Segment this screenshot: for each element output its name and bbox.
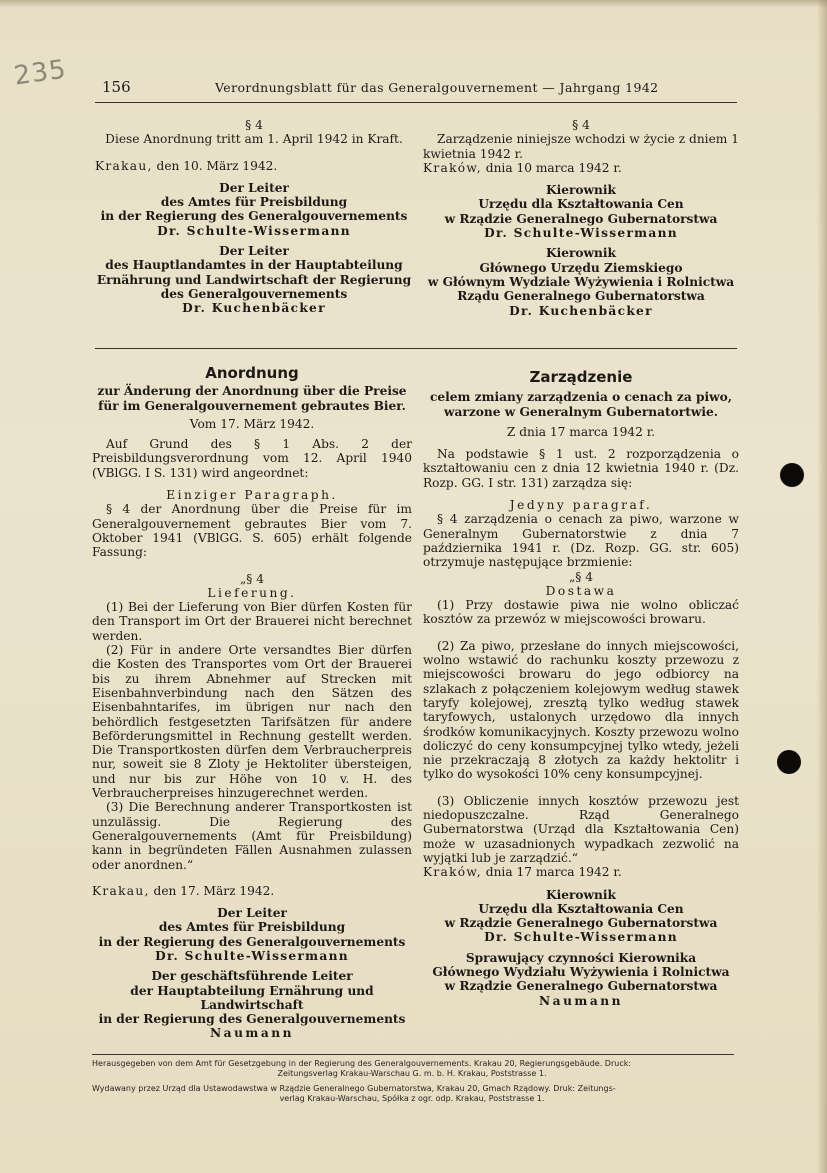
decree-date: Z dnia 17 marca 1942 r. [506, 424, 656, 439]
signature-title: Der Leiter [217, 906, 287, 921]
section-divider-rule [95, 348, 737, 349]
signature-office: des Amtes für Preisbildung [158, 920, 346, 935]
signature-title: Der geschäftsführende Leiter [151, 969, 353, 984]
imprint-polish [92, 1084, 732, 1104]
signature-office: Urzędu dla Kształtowania Cen [478, 197, 684, 212]
signature-office: des Amtes für Preisbildung [160, 195, 348, 210]
signature-office: w Rządzie Generalnego Gubernatorstwa [444, 211, 718, 226]
signature-title: Kierownik [546, 887, 616, 902]
date: den 17. März 1942. [153, 883, 275, 898]
running-head: Verordnungsblatt für das Generalgouvernement — Jahrgang 1942 [215, 80, 659, 95]
signature-name: Dr. Schulte-Wissermann [484, 226, 678, 241]
paragraph-text: § 4 der Anordnung über die Preise für im Generalgouvernement gebrautes Bier vom 7. Oktober 1941 (VBlGG. S. 605) erhält folgende Fassung: [92, 502, 412, 560]
punch-hole-lower [777, 750, 801, 774]
right-column-zarzadzenie [423, 370, 739, 1008]
place: Krakau, [95, 158, 153, 173]
signature-title: Kierownik [546, 246, 616, 261]
clause-2: (2) Für in andere Orte versandtes Bier dürfen die Kosten des Transportes vom Ort der Brauerei bis zu ihrem Abnehmer auf Strecken mit Eisenbahnverbindung nach den Sätzen des Eisenbahntarifes, im übrigen nur nach den behördlich festgesetzten Tarifsätzen für andere Beförderungsmittel in Rechnung gestellt werden. Die Transportkosten dürfen dem Verbraucherpreis nur, soweit sie 8 Zloty je Hektoliter übersteigen, und nur bis zur Höhe von 10 v. H. des Verbraucherpreises hinzugerechnet werden. [92, 643, 412, 801]
signature-office: des Hauptlandamtes in der Hauptabteilung [105, 258, 403, 273]
place-date [423, 865, 739, 879]
punch-hole-upper [780, 463, 804, 487]
signature-office: in der Regierung des Generalgouvernements [100, 209, 408, 224]
top-right-block [423, 118, 739, 318]
signature-name: Dr. Kuchenbäcker [509, 303, 653, 318]
place: Krakau, [92, 883, 150, 898]
clause-1: (1) Przy dostawie piwa nie wolno obliczać kosztów za przewóz w miejscowości browaru. [423, 598, 739, 627]
imprint-german [92, 1059, 732, 1079]
footer-rule [92, 1054, 734, 1055]
signature-office: w Głównym Wydziale Wyżywienia i Rolnictwa [427, 274, 735, 289]
signature-name: Dr. Schulte-Wissermann [157, 223, 351, 238]
section-text: Diese Anordnung tritt am 1. April 1942 in Kraft. [105, 132, 403, 147]
section-text: Zarządzenie niniejsze wchodzi w życie z dniem 1 kwietnia 1942 r. [423, 132, 739, 161]
signature-office: in der Regierung des Generalgouvernements [98, 1012, 406, 1027]
signature-office: Urzędu dla Kształtowania Cen [478, 901, 684, 916]
paragraph-heading: Jedyny paragraf. [509, 498, 653, 513]
imprint-line: Zeitungsverlag Krakau-Warschau G. m. b. H. Krakau, Poststrasse 1. [277, 1069, 547, 1078]
signature-office: des Generalgouvernements [160, 286, 348, 301]
signature-office: Głównego Urzędu Ziemskiego [479, 260, 683, 275]
clause-2: (2) Za piwo, przesłane do innych miejscowości, wolno wstawić do rachunku koszty przewozu z miejscowości browaru do jego odbiorcy na szlakach z połączeniem kolejowym według stawek taryfy kolejowej, zresztą tylko według stawek taryfowych, ustalonych urzędowo dla innych środków komunikacyjnych. Koszty przewozu wolno doliczyć do ceny konsumpcyjnej tylko wtedy, jeżeli nie przekraczają 8 złotych za każdy hektolitr i tylko do wysokości 10% ceny konsumpcyjnej. [423, 638, 739, 782]
clause-3: (3) Die Berechnung anderer Transportkosten ist unzulässig. Die Regierung des Generalgouvernements (Amt für Preisbildung) kann in begründeten Fällen Ausnahmen zulassen oder anordnen.“ [92, 800, 412, 872]
quoted-section: „§ 4 [568, 569, 594, 584]
signature-office: Ernährung und Landwirtschaft der Regierung [96, 272, 412, 287]
signature-title: Sprawujący czynności Kierownika [465, 950, 697, 965]
decree-subtitle: celem zmiany zarządzenia o cenach za piwo, [429, 390, 732, 405]
decree-title: Anordnung [205, 364, 299, 382]
place-date [92, 884, 412, 898]
signature-title: Der Leiter [219, 180, 289, 195]
signature-name: Dr. Schulte-Wissermann [155, 948, 349, 963]
imprint-line: verlag Krakau-Warschau, Spółka z ogr. odp. Krakau, Poststrasse 1. [279, 1094, 545, 1103]
paragraph-text: § 4 zarządzenia o cenach za piwo, warzone w Generalnym Gubernatorstwie z dnia 7 października 1941 r. (Dz. Rozp. GG. str. 605) otrzymuje następujące brzmienie: [423, 512, 739, 570]
imprint-line: Wydawany przez Urząd dla Ustawodawstwa w Rządzie Generalnego Gubernatorstwa, Krakau 20, Gmach Rządowy. Druk: Zeitungs- [92, 1084, 616, 1093]
quoted-section: „§ 4 [239, 571, 265, 586]
paragraph-heading: Einziger Paragraph. [166, 488, 338, 503]
signature-office: Głównego Wydziału Wyżywienia i Rolnictwa [432, 964, 730, 979]
top-left-block [95, 118, 413, 316]
place: Kraków, [423, 160, 482, 175]
signature-office: w Rządzie Generalnego Gubernatorstwa [444, 916, 718, 931]
place-date [423, 161, 739, 175]
section-heading: § 4 [572, 118, 590, 132]
quoted-heading: Lieferung. [207, 585, 297, 600]
signature-office: in der Regierung des Generalgouvernements [98, 934, 406, 949]
signature-office: der Hauptabteilung Ernährung und Landwirtschaft [130, 983, 374, 1012]
date: den 10. März 1942. [156, 158, 278, 173]
decree-subtitle: warzone w Generalnym Gubernatortwie. [444, 404, 718, 419]
paper-edge-right [817, 0, 827, 1173]
clause-3: (3) Obliczenie innych kosztów przewozu jest niedopuszczalne. Rząd Generalnego Gubernatorstwa (Urząd dla Kształtowania Cen) może w uzasadnionych wypadkach zezwolić na wyjątki lub je zarządzić.“ [423, 793, 739, 865]
place-date [95, 159, 413, 173]
decree-title: Zarządzenie [529, 368, 633, 386]
paper-edge-top [0, 0, 827, 8]
date: dnia 17 marca 1942 r. [485, 865, 622, 880]
decree-subtitle: zur Änderung der Anordnung über die Preise [97, 384, 407, 399]
preamble: Auf Grund des § 1 Abs. 2 der Preisbildungsverordnung vom 12. April 1940 (VBlGG. I S. 131) wird angeordnet: [92, 437, 412, 480]
signature-name: Naumann [210, 1026, 294, 1041]
left-column-anordnung [92, 366, 412, 1041]
signature-title: Kierownik [546, 183, 616, 198]
decree-date: Vom 17. März 1942. [189, 416, 315, 431]
header-rule [95, 102, 737, 103]
signature-office: Rządu Generalnego Gubernatorstwa [457, 289, 705, 304]
signature-name: Dr. Kuchenbäcker [182, 301, 326, 316]
decree-subtitle: für im Generalgouvernement gebrautes Bier. [98, 398, 406, 413]
clause-1: (1) Bei der Lieferung von Bier dürfen Kosten für den Transport im Ort der Brauerei nicht berechnet werden. [92, 600, 412, 643]
section-heading: § 4 [245, 118, 263, 132]
signature-title: Der Leiter [219, 244, 289, 259]
signature-name: Naumann [539, 993, 623, 1008]
pencil-page-mark: 235 [12, 54, 69, 92]
signature-name: Dr. Schulte-Wissermann [484, 930, 678, 945]
preamble: Na podstawie § 1 ust. 2 rozporządzenia o kształtowaniu cen z dnia 12 kwietnia 1940 r. (Dz. Rozp. GG. I str. 131) zarządza się: [423, 447, 739, 490]
imprint-line: Herausgegeben von dem Amt für Gesetzgebung in der Regierung des Generalgouvernements. Krakau 20, Regierungsgebäude. Druck: [92, 1059, 632, 1068]
place: Kraków, [423, 865, 482, 880]
date: dnia 10 marca 1942 r. [485, 160, 622, 175]
page-number: 156 [102, 78, 131, 96]
signature-office: w Rządzie Generalnego Gubernatorstwa [444, 979, 718, 994]
quoted-heading: Dostawa [545, 583, 617, 598]
